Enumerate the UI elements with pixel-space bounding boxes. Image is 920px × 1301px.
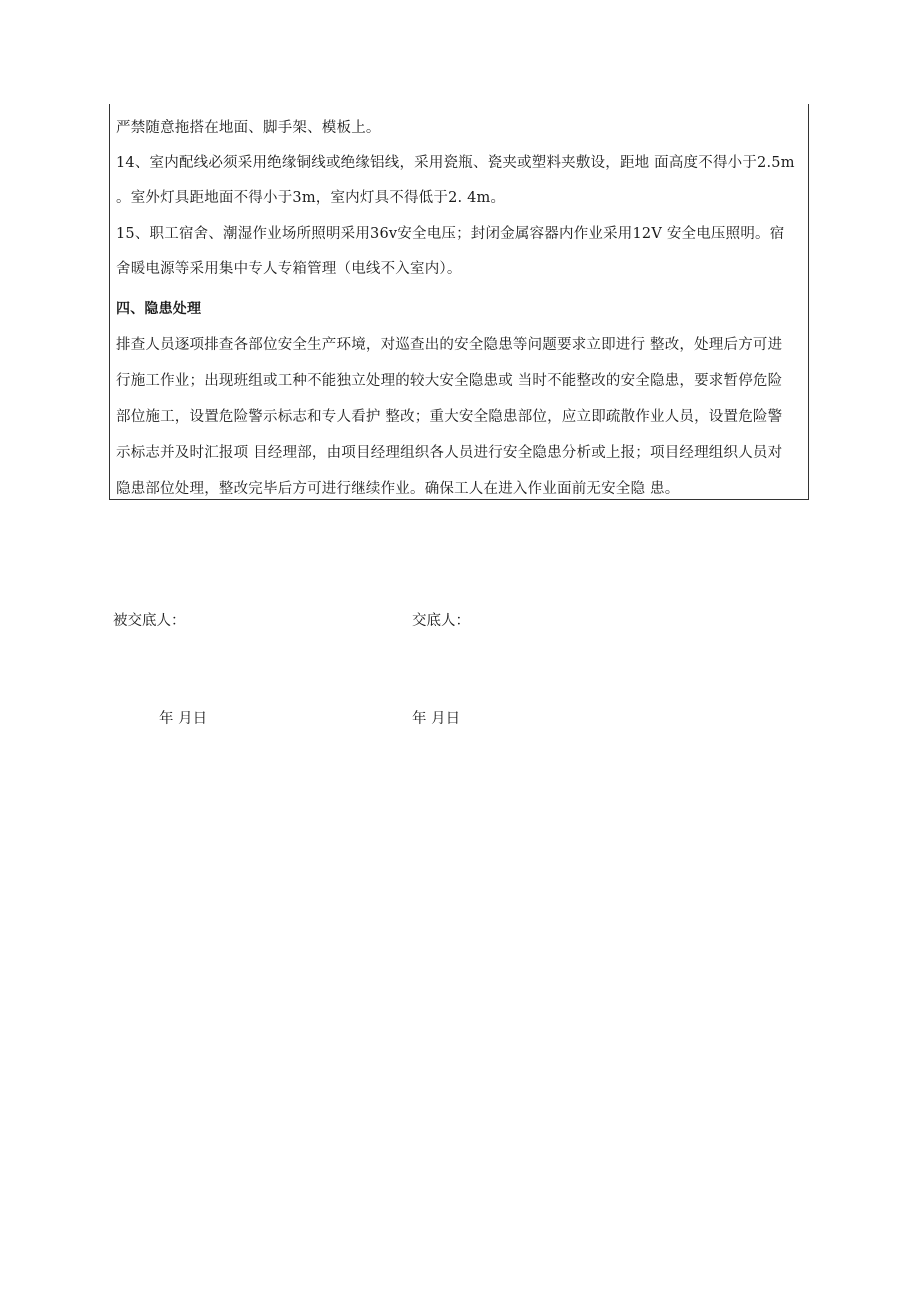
paragraph-line-3: 部位施工，设置危险警示标志和专人看护 整改；重大安全隐患部位，应立即疏散作业人员，设置危险警	[116, 409, 783, 425]
text-line-3: 。室外灯具距地面不得小于3m，室内灯具不得低于2. 4m。	[116, 190, 506, 206]
paragraph-line-4: 示标志并及时汇报项 目经理部，由项目经理组织各人员进行安全隐患分析或上报；项目经理组织人员对	[116, 445, 783, 461]
paragraph-line-5: 隐患部位处理，整改完毕后方可进行继续作业。确保工人在进入作业面前无安全隐 患。	[116, 481, 680, 497]
paragraph-line-1: 排查人员逐项排查各部位安全生产环境，对巡查出的安全隐患等问题要求立即进行 整改，处理后方可进	[116, 337, 783, 353]
presenter-label: 交底人：	[412, 613, 470, 629]
text-line-4: 15、职工宿舍、潮湿作业场所照明采用36v安全电压；封闭金属容器内作业采用12V 安全电压照明。宿	[116, 226, 785, 242]
section-heading: 四、隐患处理	[116, 301, 202, 317]
text-line-5: 舍暖电源等采用集中专人专箱管理（电线不入室内）。	[116, 261, 462, 277]
text-line-1: 严禁随意拖搭在地面、脚手架、模板上。	[116, 120, 381, 136]
paragraph-line-2: 行施工作业；出现班组或工种不能独立处理的较大安全隐患或 当时不能整改的安全隐患，要求暂停危险	[116, 373, 783, 389]
text-line-2: 14、室内配线必须采用绝缘铜线或绝缘铝线，采用瓷瓶、瓷夹或塑料夹敷设，距地 面高度不得小于2.5m	[116, 155, 795, 171]
recipient-date: 年 月日	[159, 711, 208, 727]
recipient-label: 被交底人：	[113, 613, 186, 629]
presenter-date: 年 月日	[412, 711, 461, 727]
